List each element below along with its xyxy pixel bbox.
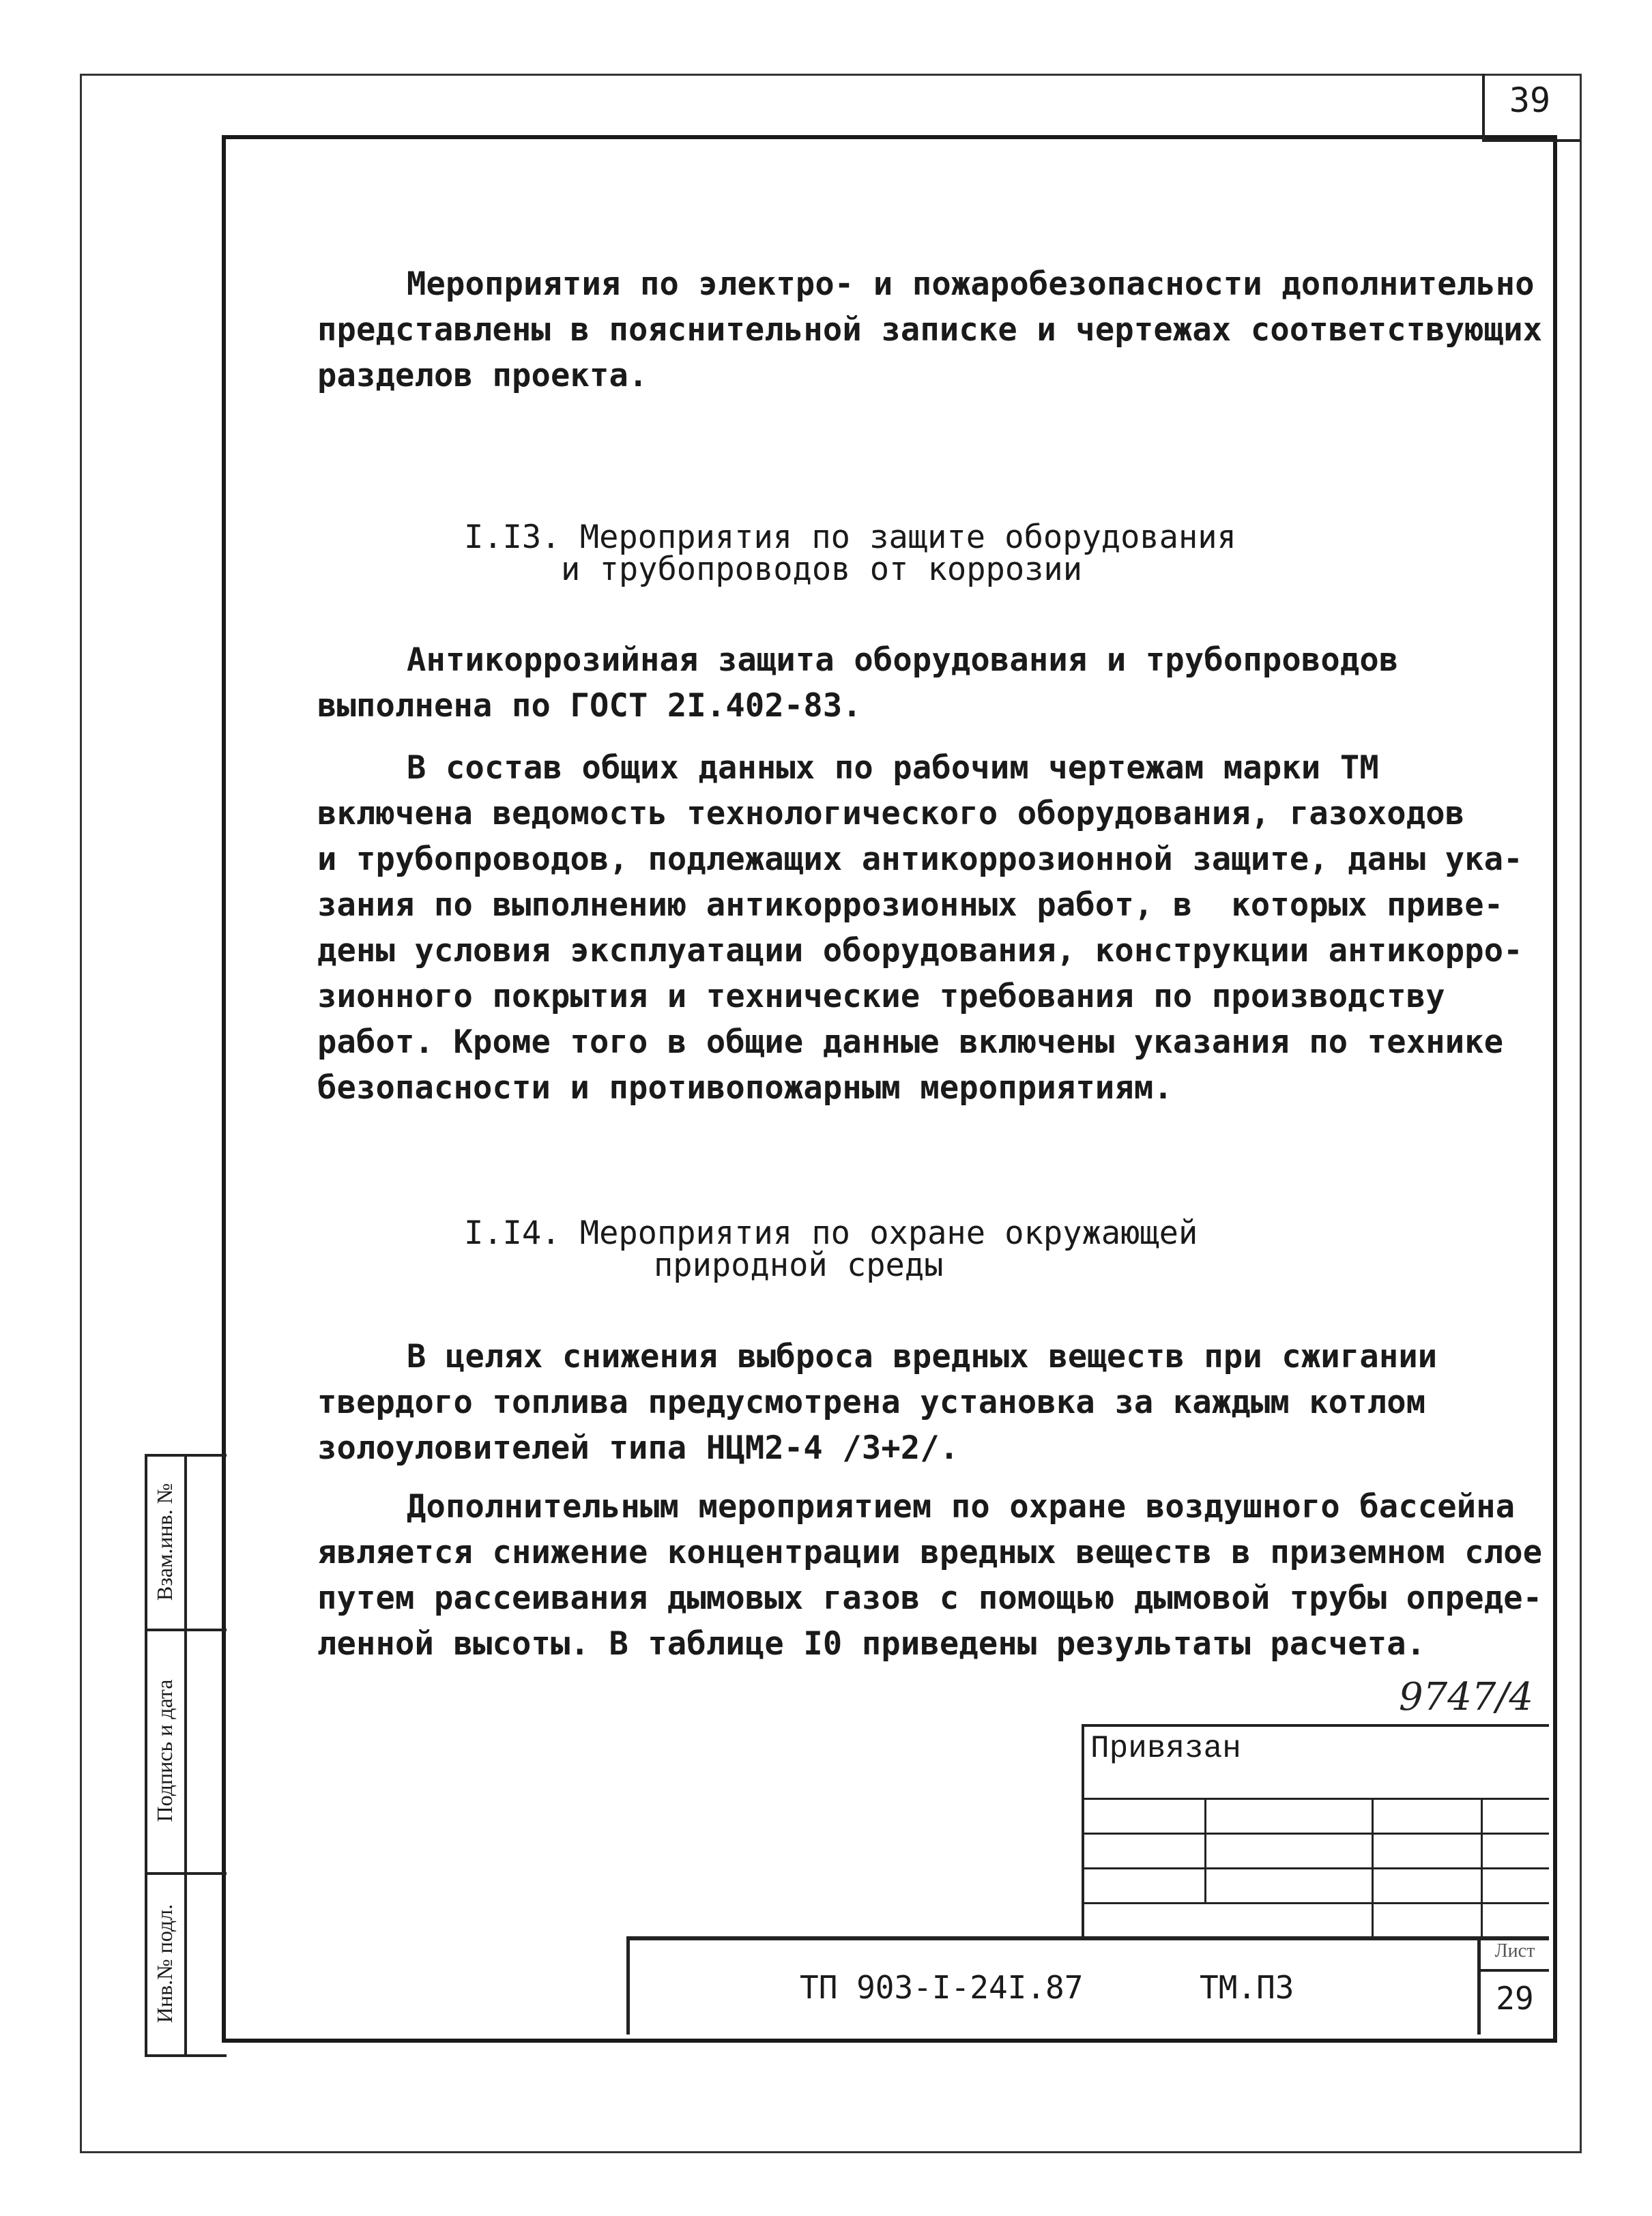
paragraph-line: ленной высоты. В таблице I0 приведены результаты расчета. [317, 1625, 1426, 1663]
paragraph-line: работ. Кроме того в общие данные включены указания по технике [317, 1023, 1504, 1061]
paragraph-line: безопасности и противопожарным мероприятиям. [317, 1069, 1173, 1107]
document-mark: ТМ.ПЗ [1200, 1969, 1294, 2006]
section-114-heading: I.I4. Мероприятия по охране окружающей [464, 1214, 1198, 1252]
document-code: ТП 903-I-24I.87 [800, 1969, 1084, 2006]
paragraph-line: Дополнительным мероприятием по охране воздушного бассейна [407, 1488, 1516, 1526]
side-label-original-inventory: Инв.№ подл. [152, 1904, 177, 2024]
section-114-heading-cont: природной среды [654, 1246, 944, 1284]
section-113-heading-cont: и трубопроводов от коррозии [561, 551, 1083, 588]
paragraph-line: Антикоррозийная защита оборудования и трубопроводов [407, 641, 1399, 679]
paragraph-line: выполнена по ГОСТ 2I.402-83. [317, 687, 862, 725]
bound-label: Привязан [1090, 1731, 1241, 1766]
sheet-number-bottom: 29 [1496, 1980, 1534, 2017]
paragraph-line: зания по выполнению антикоррозионных работ, в которых приве- [317, 886, 1504, 924]
paragraph-line: и трубопроводов, подлежащих антикоррозионной защите, даны ука- [317, 841, 1523, 878]
intro-line: разделов проекта. [317, 357, 648, 394]
intro-line: представлены в пояснительной записке и чертежах соответствующих [317, 311, 1543, 349]
paragraph-line: путем рассеивания дымовых газов с помощью дымовой трубы опреде- [317, 1579, 1543, 1617]
paragraph-line: зионного покрытия и технические требования по производству [317, 978, 1445, 1015]
paragraph-line: В состав общих данных по рабочим чертежам марки ТМ [407, 749, 1379, 787]
paragraph-line: В целях снижения выброса вредных веществ при сжигании [407, 1338, 1438, 1375]
paragraph-line: включена ведомость технологического оборудования, газоходов [317, 795, 1465, 832]
side-label-replacement-inventory: Взам.инв. № [152, 1483, 177, 1601]
intro-line: Мероприятия по электро- и пожаробезопасности дополнительно [407, 265, 1535, 303]
section-113-heading: I.I3. Мероприятия по защите оборудования [464, 519, 1236, 556]
side-label-signature-date: Подпись и дата [152, 1679, 177, 1822]
paragraph-line: золоуловителей типа НЦМ2-4 /3+2/. [317, 1429, 959, 1467]
paragraph-line: является снижение концентрации вредных веществ в приземном слое [317, 1534, 1543, 1571]
handwritten-number: 9747/4 [1399, 1675, 1534, 1719]
paragraph-line: дены условия эксплуатации оборудования, конструкции антикорро- [317, 932, 1523, 970]
sheet-label: Лист [1494, 1940, 1535, 1962]
paragraph-line: твердого топлива предусмотрена установка за каждым котлом [317, 1384, 1426, 1421]
sheet-number: 39 [1509, 81, 1551, 120]
